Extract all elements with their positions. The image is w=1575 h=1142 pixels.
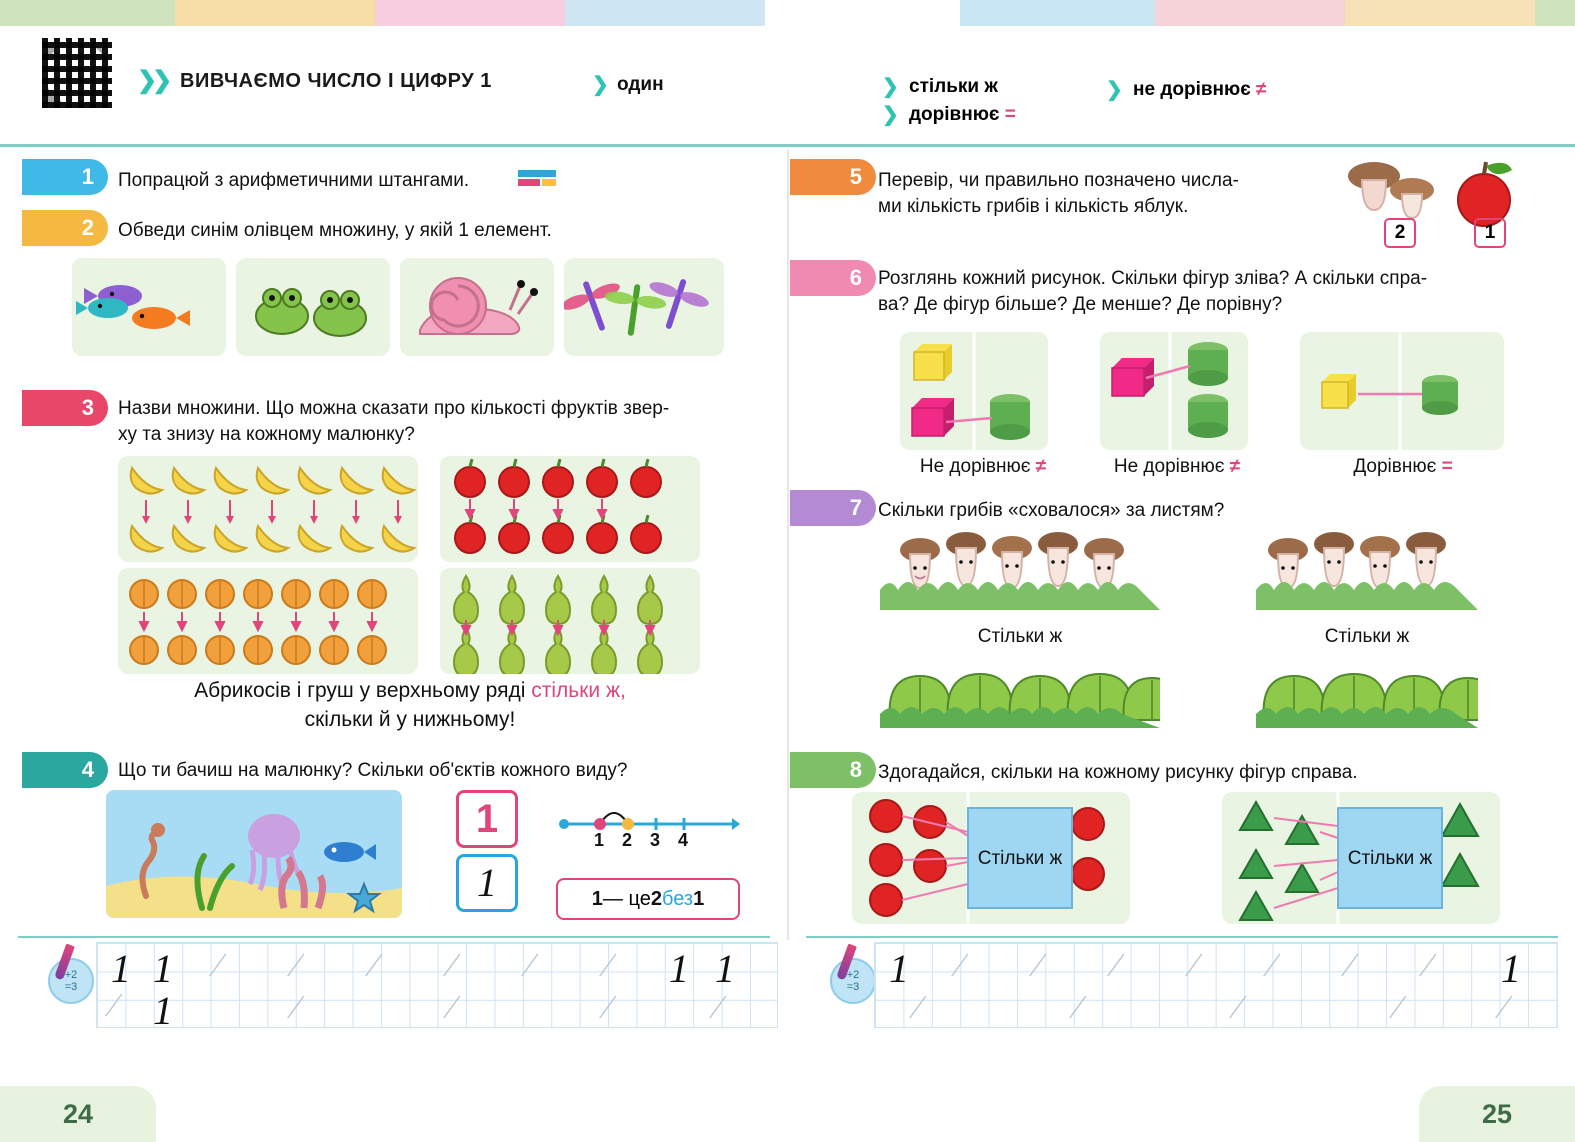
legend-same-amount: стільки ж	[909, 76, 998, 97]
svg-text:Стільки ж: Стільки ж	[977, 848, 1063, 869]
digit-handwritten-1: 1	[477, 860, 497, 905]
task-5-text-line1: Перевір, чи правильно позначено числа-	[878, 170, 1239, 191]
fruit-box-pears	[440, 568, 700, 674]
page-gutter-divider	[787, 150, 789, 940]
task-5-answer-box-apples[interactable]: 1	[1474, 218, 1506, 248]
figure-caption-1: Не дорівнює ≠	[919, 456, 1047, 477]
task-number-5: 5	[790, 159, 876, 195]
digit-printed-1: 1	[475, 796, 499, 841]
fact-word: без	[661, 887, 694, 910]
set-box-dragonflies[interactable]	[564, 258, 724, 356]
task-number-7: 7	[790, 490, 876, 526]
header-word-one: один	[617, 74, 664, 95]
digit-card-handwritten	[456, 854, 518, 912]
task-5-text-line2: ми кількість грибів і кількість яблук.	[878, 196, 1189, 217]
task-3-conclusion-b: скільки й у нижньому!	[304, 708, 516, 732]
left-writing-divider	[18, 936, 770, 938]
pen-icon-right: +2 =3	[830, 958, 876, 1004]
figure-box-3	[1300, 332, 1504, 450]
figure-box-1	[900, 332, 1048, 450]
figure-box-2	[1100, 332, 1248, 450]
number-line-tick-1: 1	[594, 830, 605, 850]
legend-not-equals-label: не дорівнює	[1133, 79, 1251, 100]
task-3-conclusion-highlight: стільки ж,	[531, 679, 626, 702]
task-7-caption-left: Стільки ж	[977, 626, 1063, 647]
aquarium-illustration	[106, 790, 402, 918]
fruit-box-apples	[440, 456, 700, 562]
task-1-text: Попрацюй з арифметичними штангами.	[118, 170, 470, 191]
mushroom-row-right	[1256, 528, 1478, 610]
figure-caption-2: Не дорівнює ≠	[1113, 456, 1241, 477]
top-color-strip	[0, 0, 1575, 26]
task-3-text-line1: Назви множини. Що можна сказати про кількості фруктів звер-	[118, 398, 670, 419]
chevron-right-icon: ❯	[592, 74, 609, 96]
task-number-2: 2	[22, 210, 108, 246]
task-3-conclusion	[118, 676, 702, 735]
task-3-conclusion-a: Абрикосів і груш у верхньому ряді	[194, 679, 532, 702]
svg-text:Стільки ж: Стільки ж	[1347, 848, 1433, 869]
task-number-4: 4	[22, 752, 108, 788]
leaves-row-left	[880, 654, 1160, 728]
task-number-6: 6	[790, 260, 876, 296]
number-line-tick-3: 3	[650, 830, 661, 850]
number-line	[556, 800, 740, 862]
set-box-fish[interactable]	[72, 258, 226, 356]
legend-not-equals	[1133, 79, 1266, 101]
task-6-text-line2: ва? Де фігур більше? Де менше? Де порівну?	[878, 294, 1283, 315]
set-box-snail[interactable]	[400, 258, 554, 356]
legend-equals	[909, 104, 1016, 126]
set-box-frogs[interactable]	[236, 258, 390, 356]
task-5-answer-box-mushrooms[interactable]: 2	[1384, 218, 1416, 248]
chevron-double-icon: ❯❯	[137, 67, 168, 94]
task-4-text: Що ти бачиш на малюнку? Скільки об'єктів кожного виду?	[118, 760, 628, 781]
task-number-3: 3	[22, 390, 108, 426]
not-equals-symbol: ≠	[1256, 79, 1267, 100]
fruit-box-bananas	[118, 456, 418, 562]
equals-symbol: =	[1004, 104, 1016, 125]
task-number-1: 1	[22, 159, 108, 195]
digit-card-printed	[456, 790, 518, 848]
chevron-right-icon: ❯	[882, 76, 899, 98]
task-7-text: Скільки грибів «сховалося» за листям?	[878, 500, 1225, 521]
task-8-box-triangles	[1222, 792, 1500, 924]
number-line-tick-4: 4	[678, 830, 689, 850]
fact-b: 2	[650, 887, 662, 910]
pen-icon-left: +2 =3	[48, 958, 94, 1004]
figure-caption-3: Дорівнює =	[1353, 456, 1453, 477]
fruit-box-apricots	[118, 568, 418, 674]
page-number-left: 24	[0, 1086, 156, 1142]
task-7-caption-right: Стільки ж	[1324, 626, 1410, 647]
number-line-tick-2: 2	[622, 830, 633, 850]
task-8-text: Здогадайся, скільки на кожному рисунку фігур справа.	[878, 762, 1358, 783]
fact-c: 1	[693, 887, 705, 910]
writing-practice-right[interactable]: 1 ⁄ ⁄ ⁄ ⁄ ⁄ ⁄ ⁄ 1 ⁄ ⁄ ⁄ ⁄ ⁄	[874, 942, 1558, 1028]
chevron-right-icon: ❯	[1106, 79, 1123, 101]
fact-mid: — це	[602, 887, 651, 910]
task-number-8: 8	[790, 752, 876, 788]
task-8-box-circles	[852, 792, 1130, 924]
task-5-illustration	[1336, 156, 1536, 243]
qr-code[interactable]	[38, 34, 116, 112]
legend-equals-label: дорівнює	[909, 104, 1000, 125]
task-6-text-line1: Розглянь кожний рисунок. Скільки фігур зліва? А скільки спра-	[878, 268, 1428, 289]
task-3-text-line2: ху та знизу на кожному малюнку?	[118, 424, 415, 445]
fact-a: 1	[591, 887, 603, 910]
arithmetic-rods-icon	[518, 168, 558, 190]
page-title: ВИВЧАЄМО ЧИСЛО І ЦИФРУ 1	[180, 70, 492, 92]
chevron-right-icon: ❯	[882, 104, 899, 126]
right-writing-divider	[806, 936, 1558, 938]
writing-practice-left[interactable]: 1 1 ⁄ ⁄ ⁄ ⁄ ⁄ ⁄ 1 1 ⁄ 1 ⁄ ⁄ ⁄ ⁄	[96, 942, 778, 1028]
fact-box	[556, 878, 740, 920]
header-divider	[0, 144, 1575, 147]
page-number-right: 25	[1419, 1086, 1575, 1142]
task-2-text: Обведи синім олівцем множину, у якій 1 елемент.	[118, 220, 552, 241]
leaves-row-right	[1256, 654, 1478, 728]
mushroom-row-left	[880, 528, 1160, 610]
